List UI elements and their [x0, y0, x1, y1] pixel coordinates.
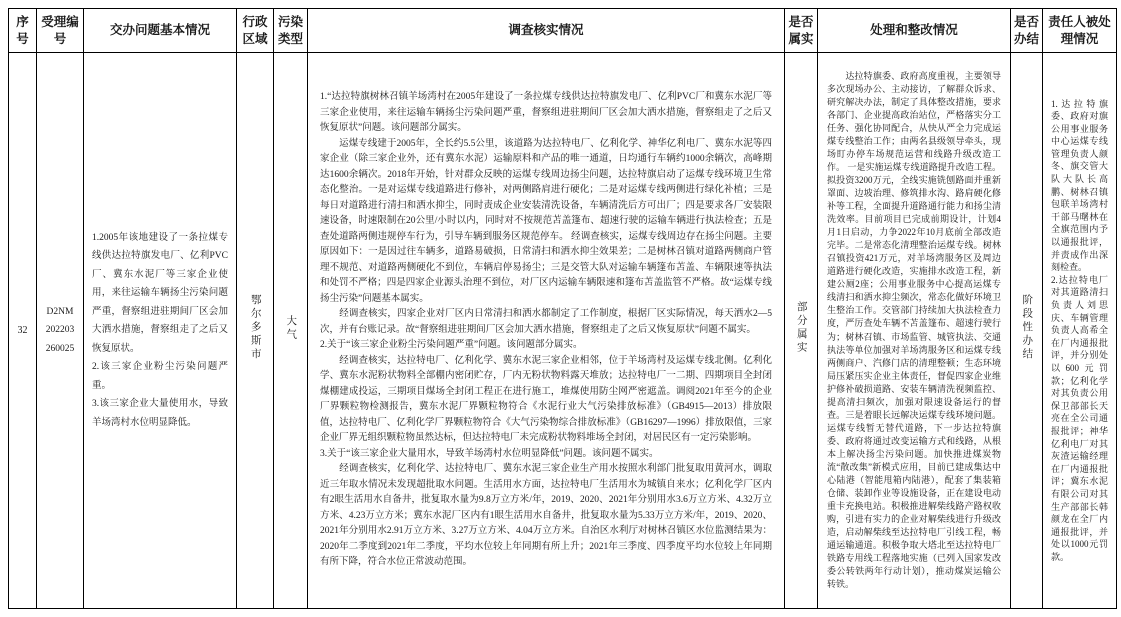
- is-closed-text: 阶段性办结: [1021, 294, 1033, 362]
- header-is-true: 是否属实: [785, 9, 818, 53]
- cell-case-no: [37, 53, 84, 609]
- pollution-type-text: 大气: [285, 314, 297, 342]
- cell-problem: [84, 53, 237, 609]
- header-investigation: 调查核实情况: [308, 9, 785, 53]
- cell-investigation: [308, 53, 785, 609]
- header-case-no: 受理编号: [37, 9, 84, 53]
- cell-pollution-type: [274, 53, 308, 609]
- cell-responsible: [1043, 53, 1117, 609]
- header-problem: 交办问题基本情况: [84, 9, 237, 53]
- is-true-text: 部分属实: [795, 301, 807, 355]
- header-responsible: 责任人被处理情况: [1043, 9, 1117, 53]
- responsible-text: 1.达拉特旗委、政府对旗公用事业服务中心运煤专线管理负责人颜冬、旗交管大队大队长高鹏、树林召镇包联羊场湾村干部马曙林在全旗范围内予以通报批评，并责成作出深刻检查。 2.达拉特电厂对其道路清扫负责人刘思庆、车辆管理负责人高希全在厂内通报批评，并分别处以600元罚款；亿利化学对其负责公用保卫部部长天亮在全公司通报批评；神华亿利电厂对其灰渣运输经理在厂内通报批评；冀东水泥有限公司对其生产部部长韩颜龙在全厂内通报批评，并处以1000元罚款。: [1051, 98, 1108, 562]
- header-region: 行政区域: [237, 9, 274, 53]
- header-is-closed: 是否办结: [1011, 9, 1043, 53]
- complaint-table: [8, 8, 1117, 609]
- cell-is-true: [785, 53, 818, 609]
- cell-serial: [9, 53, 37, 609]
- header-rectification: 处理和整改情况: [818, 9, 1011, 53]
- problem-text: 1.2005年该地建设了一条拉煤专线供达拉特旗发电厂、亿利PVC厂、冀东水泥厂等三家企业使用，来往运输车辆扬尘污染问题严重，督察组进驻期间厂区会加大洒水措施，督察组走了之后又恢复原状。 2.该三家企业粉尘污染问题严重。 3.该三家企业大量使用水，导致羊场湾村水位明显降低。: [92, 232, 228, 428]
- header-row: [9, 9, 1117, 53]
- header-pollution-type: 污染类型: [274, 9, 308, 53]
- cell-rectification: [818, 53, 1011, 609]
- case-number: D2NM202203260025: [45, 307, 75, 354]
- cell-region: [237, 53, 274, 609]
- rectification-text: 达拉特旗委、政府高度重视，主要领导多次现场办公、主动接访，了解群众诉求、研究解决办法，制定了具体整改措施，要求各部门、企业提高政治站位，严格落实分工任务、强化协同配合，从快从严全力完成运煤专线整治工作；由两名县级领导牵头，现场盯办停车场规范运营和线路升级改造工作。 一是实施运煤专线道路提升改造工程。拟投资3200万元，全线实施铣刨路面并重新罩面、边坡治理、修筑排水沟、路肩硬化修补等工程，全面提升道路通行能力和扬尘清洗效率。目前项目已完成前期设计，计划4月1日启动，力争2022年10月底前全部改造完毕。二是常态化清理整治运煤专线。树林召镇投资421万元，对羊场湾服务区及周边道路进行硬化改造，实施排水改造工程，新建公厕2座；公用事业服务中心提高运煤专线清扫和洒水抑尘频次，常态化做好环境卫生整治工作。交管部门持续加大执法检查力度，严厉查处车辆不苫盖篷布、超速行驶行为；树林召镇、市场监管、城管执法、交通执法等单位加强对羊场湾服务区和运煤专线两侧商户、汽修门店的清理整顿；生态环境局压紧压实企业主体责任，督促四家企业维护修补破损道路、安装车辆清洗视频监控、提高清扫频次，加强对限速设备运行的督查。三是着眼长远解决运煤专线环境问题。运煤专线暂无替代道路，下一步达拉特旗委、政府将通过改变运输方式和线路，从根本上解决扬尘污染问题。加快推进煤炭物流“散改集”新模式应用，目前已建成集达中心陆港（智能甩箱内陆港），配套了集装箱仓储、装卸作业等设施设备，正在建设电动重卡充换电站。积极推进解柴线路产路权收购，引进有实力的企业对解柴线进行升级改造，启动解柴线至达拉特电厂引线工程，畅通运输通道。积极争取大塔北至达拉特电厂铁路专用线工程落地实施（已列入国家发改委公转铁两年行动计划），推动煤炭运输公转铁。: [827, 70, 1001, 590]
- investigation-text: 1.“达拉特旗树林召镇羊场湾村在2005年建设了一条拉煤专线供达拉特旗发电厂、亿利PVC厂和冀东水泥厂等三家企业使用，来往运输车辆扬尘污染问题严重，督察组进驻期间厂区会加大洒水措施，督察组走了之后又恢复原状”问题。该问题部分属实。 运煤专线建于2005年，全长约5.5公里，该道路为达拉特电厂、亿利化学、神华亿利电厂、冀东水泥等四家企业（除三家企业外，还有冀东水泥）运输原料和产品的唯一通道，日均通行车辆约1000余辆次，高峰期达1600余辆次。2018年开始，针对群众反映的运煤专线周边扬尘问题，达拉特旗启动了运煤专线环境卫生常态化整治。一是对运煤专线道路进行修补，对两侧路肩进行硬化；二是对运煤专线两侧进行绿化补植；三是每日对道路进行清扫和洒水抑尘，同时责成企业安装清洗设备，车辆清洗后方可出厂；四是要求各厂安装限速设备，时速限制在20公里/小时以内，同时对不按规范苫盖篷布、超速行驶的运输车辆进行执法检查；五是查处道路两侧违规停车行为，引导车辆到服务区规范停车。 经调查核实，运煤专线周边存在扬尘问题。主要原因如下：一是因过往车辆多，道路易破损，日常清扫和洒水抑尘效果差；二是树林召镇对道路两侧商户管理不规范、对道路两侧硬化不到位，车辆启停易扬尘；三是交管大队对运输车辆篷布苫盖、车辆限速等执法和处罚不严格；四是四家企业源头治理不到位，对厂区内运输车辆限速和篷布苫盖监管不严格。故“运煤专线扬尘污染”问题基本属实。 经调查核实，四家企业对厂区内日常清扫和洒水都制定了工作制度，根据厂区实际情况，每天洒水2—5次，并有台账记录。故“督察组进驻期间厂区会加大洒水措施，督察组走了之后又恢复原状”问题不属实。 2.关于“该三家企业粉尘污染问题严重”问题。该问题部分属实。 经调查核实，达拉特电厂、亿利化学、冀东水泥三家企业相邻，位于羊场湾村及运煤专线北侧。亿利化学、冀东水泥粉状物料全部棚内密闭贮存，厂内无粉状物料露天堆放；达拉特电厂一二期、四期项目全封闭煤棚建成投运，三期项目煤场全封闭工程正在进行施工，堆煤使用防尘网严密遮盖。调阅2021年至今的企业厂界颗粒物检测报告，冀东水泥厂界颗粒物符合《水泥行业大气污染排放标准》（GB4915—2013）排放限值，达拉特电厂、亿利化学厂界颗粒物符合《大气污染物综合排放标准》（GB16297—1996）排放限值，三家企业厂界无组织颗粒物虽然达标，但达拉特电厂未完成粉状物料堆场全封闭，对居民区有一定污染影响。 3.关于“该三家企业大量用水，导致羊场湾村水位明显降低”问题。该问题不属实。 经调查核实，亿利化学、达拉特电厂、冀东水泥三家企业生产用水按照水利部门批复取用黄河水，调取近三年取水情况未发现超批取水问题。生活用水方面，达拉特电厂生活用水为城镇自来水；亿利化学厂区内有2眼生活用水自备井，批复取水量为9.8万立方米/年，2019、2020、2021年分别用水3.6万立方米、4.32万立方米、4.23万立方米；冀东水泥厂区内有1眼生活用水自备井，批复取水量为5.33万立方米/年，2019、2020、2021年分别用水2.91万立方米、3.27万立方米、4.04万立方米。自治区水利厅对树林召镇区水位监测结果为：2020年二季度到2021年二季度，平均水位较上年同期有所上升；2021年三季度、四季度平均水位较上年同期有所下降，符合水位正常波动范围。: [320, 92, 772, 568]
- table-row: [9, 53, 1117, 609]
- header-serial: 序号: [9, 9, 37, 53]
- region-text: 鄂尔多斯市: [249, 294, 261, 362]
- cell-is-closed: [1011, 53, 1043, 609]
- serial-number: 32: [17, 325, 28, 336]
